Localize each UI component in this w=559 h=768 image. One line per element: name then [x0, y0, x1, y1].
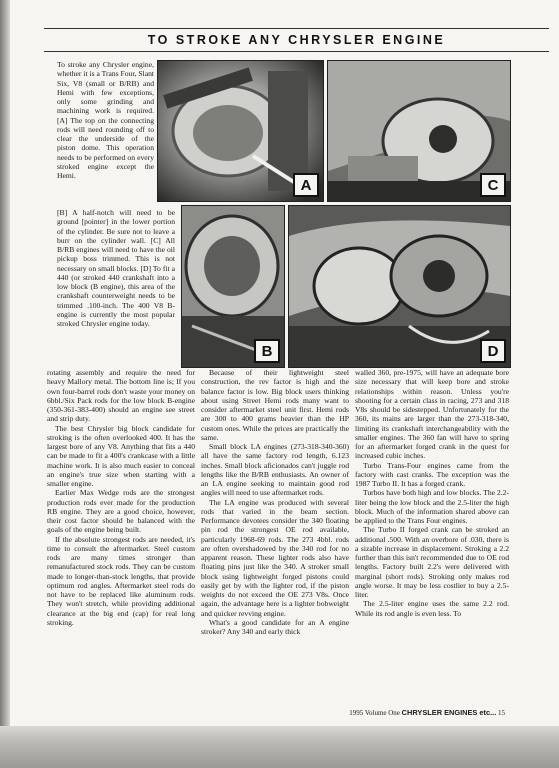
- footer-page-number: 15: [498, 709, 505, 717]
- page-title: TO STROKE ANY CHRYSLER ENGINE: [147, 33, 446, 47]
- column-2: [201, 368, 349, 636]
- scan-shadow: [0, 726, 559, 768]
- column-1: [47, 368, 195, 627]
- column-2-paragraph: Small block LA engines (273-318-340-360) all have the same factory rod length, 6.123 inches. Small block aficionados can't juggle rod lengths like the B/RB enthusiasts. An owner of an LA engine seeking to maintain good rod angles will need to use aftermarket rods.: [201, 442, 349, 498]
- photo-label-a: A: [293, 173, 319, 197]
- page-header: [44, 28, 549, 52]
- photo-label-c: C: [480, 173, 506, 197]
- photo-label-b: B: [254, 339, 280, 363]
- footer-magazine: CHRYSLER ENGINES etc...: [401, 708, 497, 717]
- column-1-paragraph: The best Chrysler big block candidate for stroking is the often overlooked 400. It has the largest bore of any V8. Anything that fits a 440 can be made to fit a 400's crankcase with a little machine work. It is also much easier to conceal an engine's true size when starting with a smaller engine.: [47, 423, 195, 488]
- intro-paragraph-2: [B] A half-notch will need to be ground [pointer] in the lower portion of the cylinder. Be sure not to leave a burr on the cylinder wall. [C] All B/RB engines will need to have the oil pickup boss trimmed. This is not necessary on small blocks. [D] To fit a 440 (or stroked 440 crankshaft into a low block (B engine), this area of the crankshaft counterweight needs to be trimmed .100-inch. The 400 V8 B-engine is currently the most popular stroked Chrysler engine today.: [57, 208, 175, 328]
- photo-b: [181, 205, 285, 368]
- column-3-paragraph: Turbos have both high and low blocks. The 2.2-liter being the low block and the 2.5-liter the high block. Much of the information shared above can be applied to the Trans Four engines.: [355, 488, 509, 525]
- photo-label-d: D: [480, 339, 506, 363]
- column-2-paragraph: What's a good candidate for an A engine stroker? Any 340 and early thick: [201, 617, 349, 636]
- column-1-paragraph: Earlier Max Wedge rods are the strongest production rods ever made for the production RB engine. They are a good choice, however, their cost factor should be balanced with the goals of the engine being built.: [47, 488, 195, 535]
- footer-issue: 1995 Volume One: [349, 709, 400, 717]
- column-3: [355, 368, 509, 618]
- intro-text: [57, 60, 154, 180]
- photo-d-image: [289, 206, 510, 367]
- page-footer: [339, 708, 505, 717]
- photo-d: [288, 205, 511, 368]
- intro-text-continued: [57, 208, 175, 328]
- intro-paragraph: To stroke any Chrysler engine, whether it is a Trans Four, Slant Six, V8 (small or B/RB) and Hemi with few exceptions, only some grinding and machining work is required. [A] The top on the connecting rods will need rounding off to clear the underside of the piston dome. This operation needs to be performed on every stroked engine except the Hemi.: [57, 60, 154, 180]
- column-3-paragraph: walled 360, pre-1975, will have an adequate bore size necessary that will keep bore and stroke relationships within reason. Unless you're shooting for a certain class in racing, 273 and 318 V8s should be sidestepped. Unfortunately for the 360, its mains are larger than the 273-318-340, limiting its crankshaft interchangeability with the smaller engines. The 360 fan will have to spring for an aftermarket forged crank in the quest for increased cubic inches.: [355, 368, 509, 461]
- photo-c: [327, 60, 511, 202]
- column-1-paragraph: rotating assembly and require the need for heavy Mallory metal. The bottom line is; If you own four-barrel rods don't waste your money on 6bbl./Six Pack rods for the low block B-engine (350-361-383-400) should an engine see street and strip duty.: [47, 368, 195, 424]
- photo-a: [157, 60, 324, 202]
- column-3-paragraph: The Turbo II forged crank can be stroked an additional .500. With an overbore of .030, there is a sizable increase in displacement. Stroking a 2.2 further than this isn't recommended due to OE rod lengths. Factory built 2.2's were delivered with marginal (short rods). Stroking only makes rod angle worse. It may be less costlier to buy a 2.5-liter.: [355, 525, 509, 599]
- column-3-paragraph: Turbo Trans-Four engines came from the factory with cast cranks. The exception was the 1987 Turbo II. It has a forged crank.: [355, 460, 509, 488]
- binding-edge: [0, 0, 10, 726]
- column-2-paragraph: Because of their lightweight steel construction, the rev factor is high and the balance factor is low. Big block users thinking about using Street Hemi rods many want to consider aftermarket steel unit first. Hemi rods are 300 to 400 grams heavier than the HP custom ones. While the prices are practically the same.: [201, 368, 349, 442]
- column-3-paragraph: The 2.5-liter engine uses the same 2.2 rod. While its rod angle is even less. To: [355, 599, 509, 618]
- column-1-paragraph: If the absolute strongest rods are needed, it's time to consult the aftermarket. Steel custom rods are many times stronger than remanufactured stock rods. They can be custom made to longer-than-stock lengths, that provide optimum rod angles. Aftermarket steel rods do not have to be replaced like aluminum rods. They won't stretch, while providing additional clearance at the big end (cap) for real long stroking.: [47, 534, 195, 627]
- column-2-paragraph: The LA engine was produced with several rods that varied in the beam section. Performance devotees consider the 340 floating pin rod the strongest OE rod available, particularly 1968-69 rods. The 273 4bbl. rods are often overshadowed by the 340 rod for no apparent reason. These lighter rods also have floating pins just like the 340. A stroker small block using lightweight forged pistons could easily get by with the lighter rod, if the piston weights do not exceed the OE 273 V8s. Once again, the advantage here is a lighter bobweight and quicker revving engine.: [201, 497, 349, 618]
